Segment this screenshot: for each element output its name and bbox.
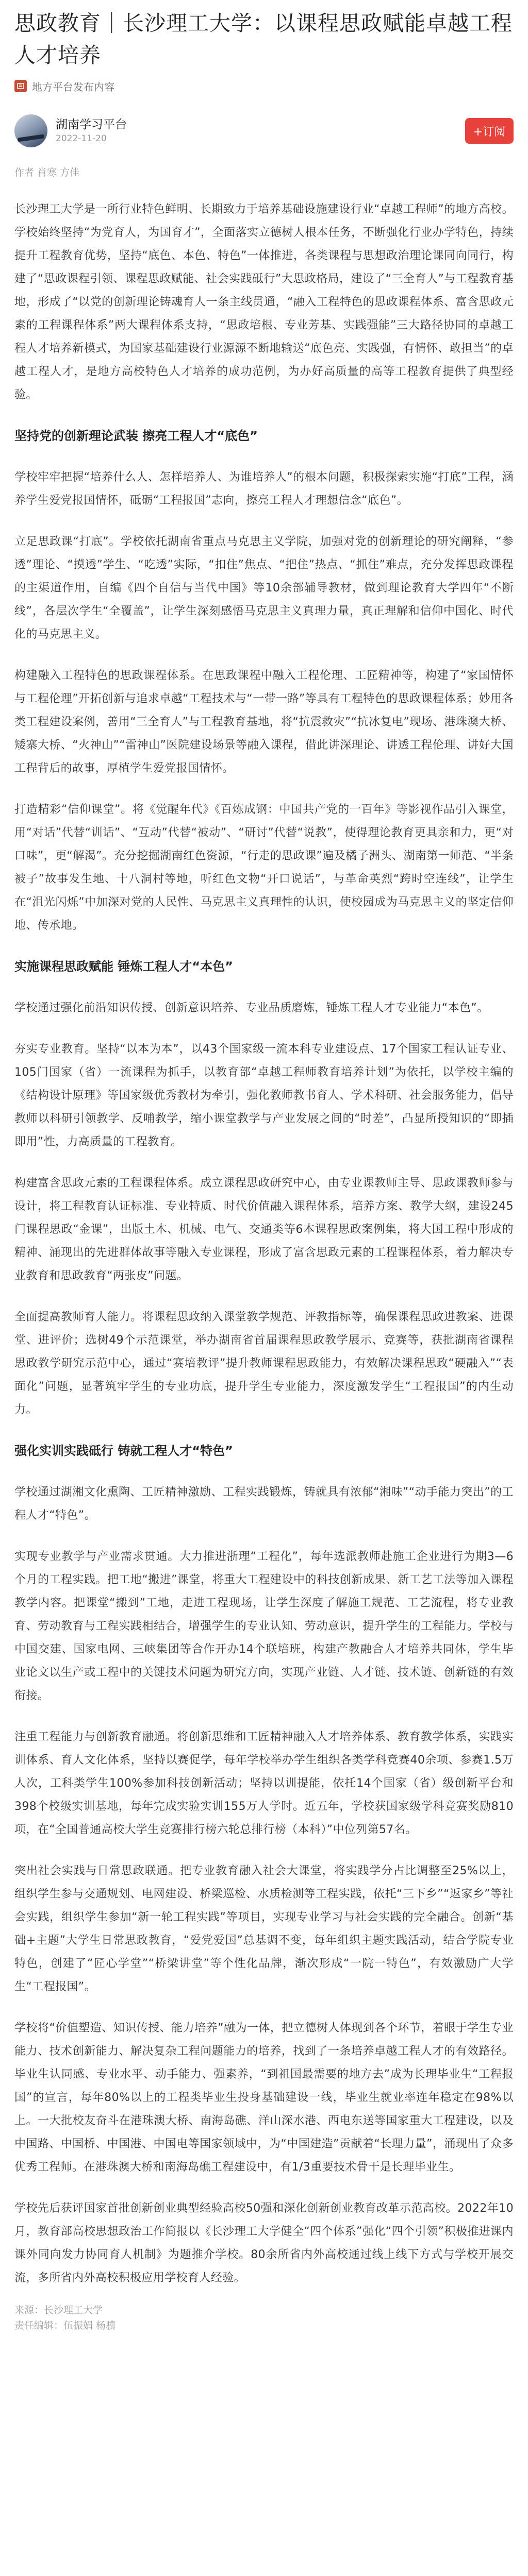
paragraph: 长沙理工大学是一所行业特色鲜明、长期致力于培养基础设施建设行业“卓越工程师”的地方高校。学校始终坚持“为党育人，为国育才”，全面落实立德树人根本任务，不断强化行业办学特色，持续提升工程教育优势，坚持“底色、本色、特色”一体推进，各类课程与思想政治理论课同向同行，构建了“思政课程引领、课程思政赋能、社会实践砥行”大思政格局，建设了“三全育人”与工程教育基地，形成了“以党的创新理论铸魂育人一条主线贯通，“融入工程特色的思政课程体系、富含思政元素的工程课程体系”两大课程体系支持，“思政培根、专业芳基、实践强能”三大路径协同的卓越工程人才培养新模式，为国家基础建设行业源源不断地输送“底色亮、实践强，有情怀、敢担当”的卓越工程人才，是地方高校特色人才培养的成功范例，为办好高质量的高等工程教育提供了典型经验。 <box>14 203 514 401</box>
publish-date: 2022-11-20 <box>56 133 107 144</box>
paragraph: 学校将“价值塑造、知识传授、能力培养”融为一体，把立德树人体现到各个环节，着眼于学生专业能力、技术创新能力、解决复杂工程问题能力的培养，找到了一条培养卓越工程人才的有效路径。毕业生认同感、专业水平、动手能力、强素养，“到祖国最需要的地方去”成为长理毕业生“工程报国”的宣言，每年80%以上的工程类毕业生投身基础建设一线，毕业生就业率连年稳定在98%以上。一大批校友奋斗在港珠澳大桥、南海岛礁、洋山深水港、西电东送等国家重大工程建设，以及中国路、中国桥、中国港、中国电等国家领域中，为“中国建造”贡献着“长理力量”，涌现出了众多优秀工程师。在港珠澳大桥和南海岛礁工程建设中，有1/3重要技术骨干是长理毕业生。 <box>14 2022 514 2174</box>
paragraph: 学校牢牢把握“培养什么人、怎样培养人、为谁培养人”的根本问题，积极探索实施“打底”工程，涵养学生爱党报国情怀，砥砺“工程报国”志向，擦亮工程人才理想信念“底色”。 <box>14 471 514 507</box>
account-name[interactable]: 湖南学习平台 <box>56 118 127 131</box>
paragraph: 构建富含思政元素的工程课程体系。成立课程思政研究中心，由专业课教师主导、思政课教师参与设计，将工程教育认证标准、专业特质、时代价值融入课程体系，培养方案、教学大纲，建设245门课程思政“金课”，出版土木、机械、电气、交通类等6本课程思政案例集，将大国工程中形成的精神、涌现出的先进群体故事等融入专业课程，形成了富含思政元素的工程课程体系，着力解决专业教育和思政教育“两张皮”问题。 <box>14 1177 514 1282</box>
footer-source: 来源：长沙理工大学 <box>14 2304 103 2316</box>
section-heading: 强化实训实践砥行 铸就工程人才“特色” <box>14 1444 233 1458</box>
paragraph: 全面提高教师育人能力。将课程思政纳入课堂教学规范、评教指标等，确保课程思政进教案、进课堂、进评价；选树49个示范课堂，举办湖南省首届课程思政教学展示、竞赛等，获批湖南省课程思政教学研究示范中心，通过“赛培教评”提升教师课程思政能力，有效解决课程思政“硬融入”“表面化”问题，显著筑牢学生的专业功底，提升学生专业能力，深度激发学生“工程报国”的内生动力。 <box>14 1311 514 1416</box>
section-heading: 坚持党的创新理论武装 擦亮工程人才“底色” <box>14 429 258 443</box>
paragraph: 突出社会实践与日常思政联通。把专业教育融入社会大课堂，将实践学分占比调整至25%以上，组织学生参与交通规划、电网建设、桥梁巡检、水质检测等工程实践，依托“三下乡”“返家乡”等社会实践，组织学生参加“新一轮工程实践”等项目，实现专业学习与社会实践的完全融合。创新“基础+主题”大学生日常思政教育，“爱党爱国”总基调不变，每年组织主题实践活动，结合学院专业特色，创建了“匠心学堂”“桥梁讲堂”等个性化品牌，渐次形成“一院一特色”，有效激励广大学生“工程报国”。 <box>14 1865 514 1993</box>
paragraph: 打造精彩“信仰课堂”。将《觉醒年代》《百炼成钢：中国共产党的一百年》等影视作品引入课堂，用“对话”代替“训话”、“互动”代替“被动”、“研讨”代替“说教”，使得理论教育更具亲和力，更“对口味”，更“解渴”。充分挖掘湖南红色资源，“行走的思政课”遍及橘子洲头、湖南第一师范、“半条被子”故事发生地、十八洞村等地，听红色文物“开口说话”，与革命英烈“跨时空连线”，让学生在“沮光闪烁”中加深对党的人民性、马克思主义真理性的认识，使校园成为马克思主义的坚定信仰地、传承地。 <box>14 803 514 932</box>
source-row <box>14 78 514 94</box>
section-heading: 实施课程思政赋能 锤炼工程人才“本色” <box>14 959 233 974</box>
platform-icon <box>14 80 27 92</box>
paragraph: 夯实专业教育。坚持“以本为本”，以43个国家级一流本科专业建设点、17个国家工程认证专业、105门国家（省）一流课程为抓手，以教育部“卓越工程师教育培养计划”为依托，以学校主编的《结构设计原理》等国家级优秀教材为牵引，强化教师教书育人、学术科研、社会服务能力，倡导教师以科研引领教学、反哺教学，缩小课堂教学与产业发展之间的“时差”，凸显所授知识的“即插即用”性，力高质量的工程教育。 <box>14 1043 514 1148</box>
paragraph: 学校通过湖湘文化熏陶、工匠精神激励、工程实践锻炼，铸就具有浓郁“湘味”“动手能力突出”的工程人才“特色”。 <box>14 1486 514 1522</box>
account-meta <box>56 117 127 145</box>
article-title: 思政教育｜长沙理工大学：以课程思政赋能卓越工程人才培养 <box>14 11 513 67</box>
article-body <box>14 198 514 2290</box>
avatar[interactable] <box>14 114 47 147</box>
account-row <box>14 114 514 147</box>
follow-button[interactable]: +订阅 <box>465 118 514 144</box>
paragraph: 学校通过强化前沿知识传授、创新意识培养、专业品质磨炼，锤炼工程人才专业能力“本色”。 <box>14 1002 489 1014</box>
paragraph: 构建融入工程特色的思政课程体系。在思政课程中融入工程伦理、工匠精神等，构建了“家国情怀与工程伦理”开拓创新与追求卓越“工程技术与“一带一路”等具有工程特色的思政课程体系；妙用各类工程建设案例，善用“三全育人”与工程教育基地，将“抗震救灾”“抗冰复电”现场、港珠澳大桥、矮寨大桥、“火神山”“雷神山”医院建设场景等融入课程，借此讲深理论、讲透工程伦理、讲好大国工程背后的故事，厚植学生爱党报国情怀。 <box>14 669 514 775</box>
paragraph: 立足思政课“打底”。学校依托湖南省重点马克思主义学院，加强对党的创新理论的研究阐释，“参透”理论、“摸透”学生、“吃透”实际，“扣住”焦点、“把住”热点、“抓住”难点，充分发挥思政课程的主渠道作用，自编《四个自信与当代中国》等10余部辅导教材，做到理论教育大学四年“不断线”，各层次学生“全覆盖”，让学生深刻感悟马克思主义真理力量，真正理解和信仰中国化、时代化的马克思主义。 <box>14 535 514 641</box>
article-footer <box>14 2302 514 2333</box>
footer-editor: 责任编辑：伍振娟 杨骥 <box>14 2320 116 2331</box>
paragraph: 注重工程能力与创新教育融通。将创新思维和工匠精神融入人才培养体系、教育教学体系，实践实训体系、育人文化体系，坚持以赛促学，每年学校举办学生组织各类学科竞赛40余项、参赛1.5万人次，工科类学生100%参加科技创新活动；坚持以训提能，依托14个国家（省）级创新平台和398个校级实训基地，每年完成实验实训155万人学时。近五年，学校获国家级学科竞赛奖励810项，在“全国普通高校大学生竞赛排行榜六轮总排行榜（本科）”中位列第57名。 <box>14 1731 514 1836</box>
paragraph: 实现专业教学与产业需求贯通。大力推进浙理“工程化”，每年选派教师赴施工企业进行为期3—6个月的工程实践。把工地“搬进”课堂，将重大工程建设中的科技创新成果、新工艺工法等加入课程教学内容。把课堂“搬到”工地，走进工程现场，让学生深度了解施工规范、工艺流程，将专业教育、劳动教育与工程实践相结合，增强学生的专业认知、劳动意识，提升学生的工程能力。学校与中国交建、国家电网、三峡集团等合作开办14个联培班，构建产教融合人才培养共同体，学生毕业论文以生产或工程中的关键技术问题为研究方向，实现产业链、人才链、技术链、创新链的有效衔接。 <box>14 1550 514 1702</box>
author-line: 作者 肖寒 方佳 <box>14 167 80 178</box>
paragraph: 学校先后获评国家首批创新创业典型经验高校50强和深化创新创业教育改革示范高校。2022年10月，教育部高校思想政治工作简报以《长沙理工大学健全“四个体系”强化“四个引领”积极推进课内课外同向发力协同育人机制》为题推介学校。80余所省内外高校通过线上线下方式与学校开展交流，多所省内外高校积极应用学校育人经验。 <box>14 2202 514 2284</box>
source-label: 地方平台发布内容 <box>32 80 114 93</box>
